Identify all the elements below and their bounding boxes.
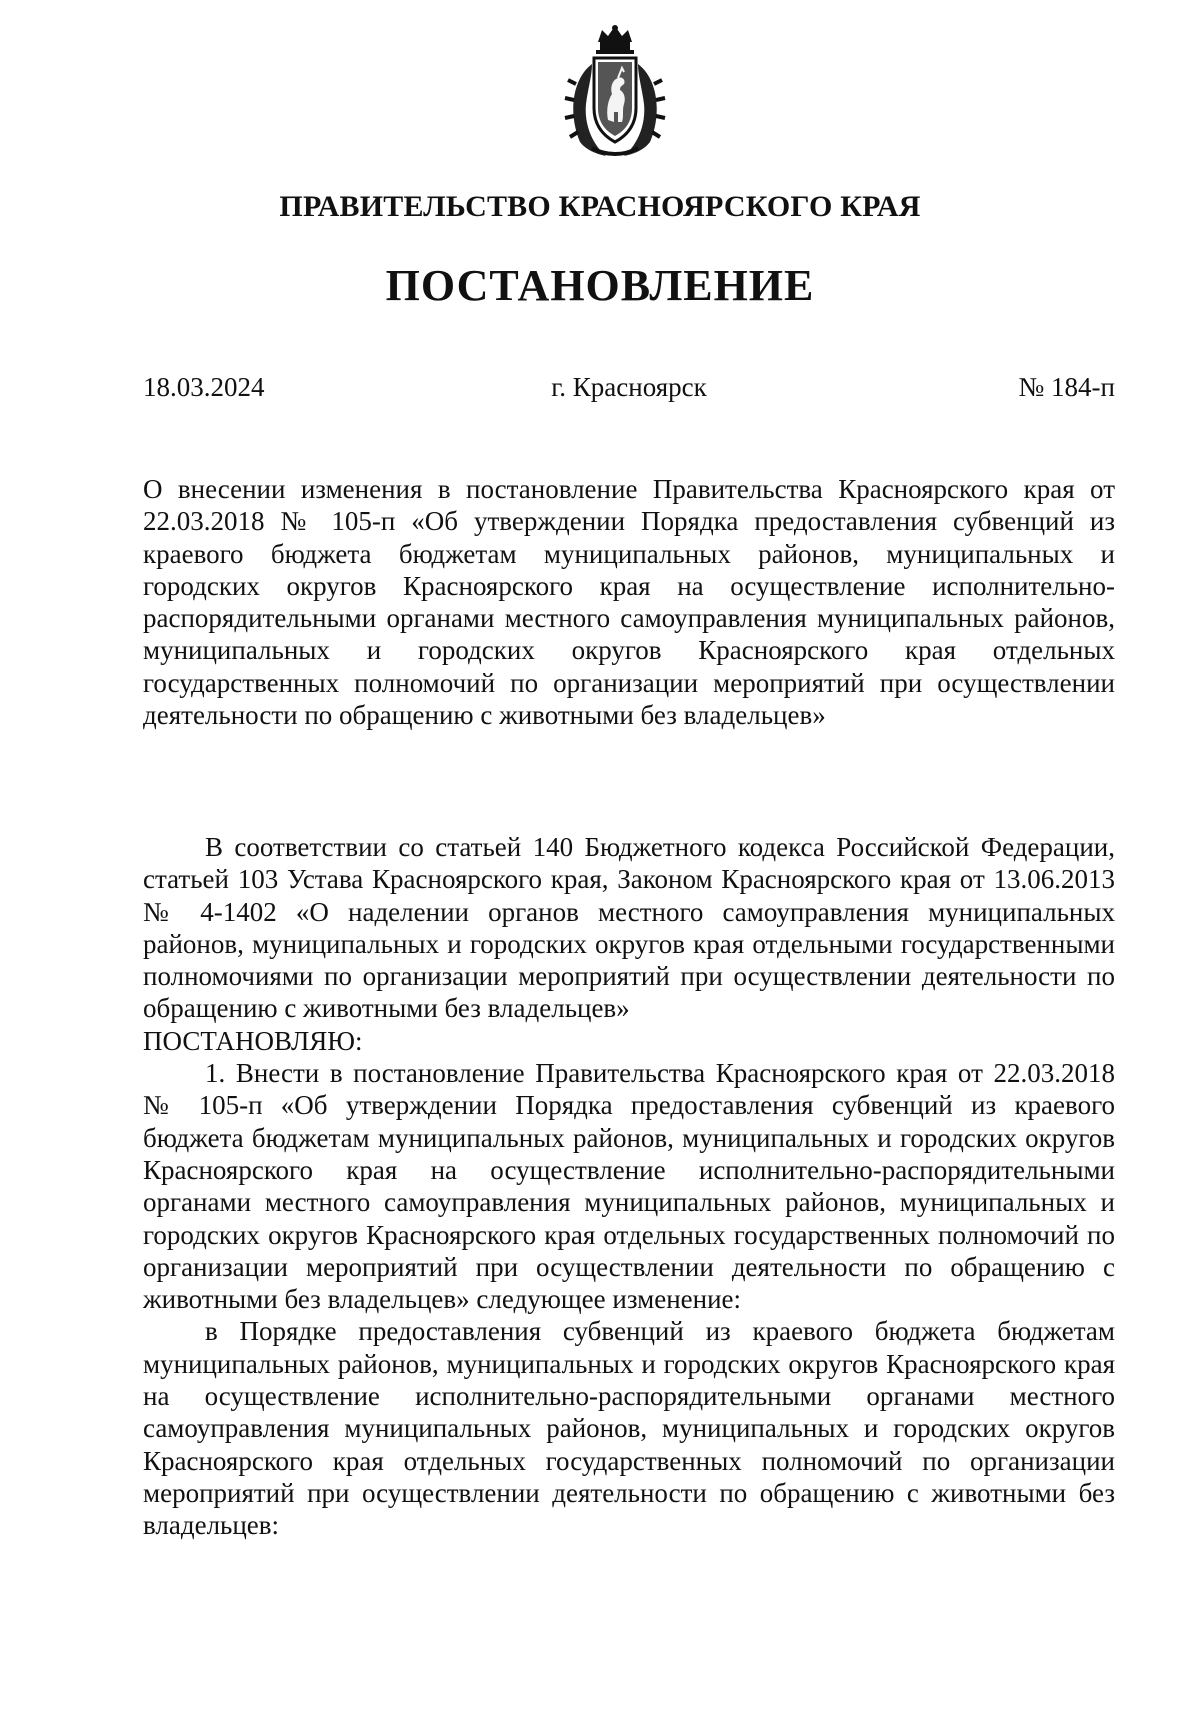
document-date: 18.03.2024 xyxy=(143,372,265,402)
krasnoyarsk-coat-of-arms-icon xyxy=(562,24,668,160)
preamble-paragraph: В соответствии со статьей 140 Бюджетного кодекса Российской Федерации, статьей 103 Устава Красноярского края, Законом Красноярского края от 13.06.2013 № 4-1402 «О наделении органов местного самоуправления муниципальных районов, муниципальных и городских округов края отдельными государственными полномочиями по организации мероприятий при осуществлении деятельности по обращению с животными без владельцев» xyxy=(143,832,1115,1024)
document-type-title: ПОСТАНОВЛЕНИЕ xyxy=(385,261,815,310)
organization-title: ПРАВИТЕЛЬСТВО КРАСНОЯРСКОГО КРАЯ xyxy=(279,190,921,223)
document-subject: О внесении изменения в постановление Правительства Красноярского края от 22.03.2018 № 105-п «Об утверждении Порядка предоставления субвенций из краевого бюджета бюджетам муниципальных районов, муниципальных и городских округов Красноярского края на осуществление исполнительно-распорядительными органами местного самоуправления муниципальных районов, муниципальных и городских округов Красноярского края отдельных государственных полномочий по организации мероприятий при осуществлении деятельности по обращению с животными без владельцев» xyxy=(143,474,1115,731)
document-city: г. Красноярск xyxy=(551,372,707,402)
item-1-paragraph: 1. Внести в постановление Правительства Красноярского края от 22.03.2018 № 105-п «Об утверждении Порядка предоставления субвенций из краевого бюджета бюджетам муниципальных районов, муниципальных и городских округов Красноярского края на осуществление исполнительно-распорядительными органами местного самоуправления муниципальных районов, муниципальных и городских округов Красноярского края отдельных государственных полномочий по организации мероприятий при осуществлении деятельности по обращению с животными без владельцев» следующее изменение: xyxy=(143,1058,1115,1315)
document-body xyxy=(143,831,1115,1542)
resolve-keyword: ПОСТАНОВЛЯЮ: xyxy=(143,1025,363,1056)
document-meta-row xyxy=(143,372,1115,412)
item-1-detail-paragraph: в Порядке предоставления субвенций из краевого бюджета бюджетам муниципальных районов, муниципальных и городских округов Красноярского края на осуществление исполнительно-распорядительными органами местного самоуправления муниципальных районов, муниципальных и городских округов Красноярского края отдельных государственных полномочий по организации мероприятий при осуществлении деятельности по обращению с животными без владельцев: xyxy=(143,1316,1115,1541)
document-number: № 184-п xyxy=(1018,372,1115,402)
